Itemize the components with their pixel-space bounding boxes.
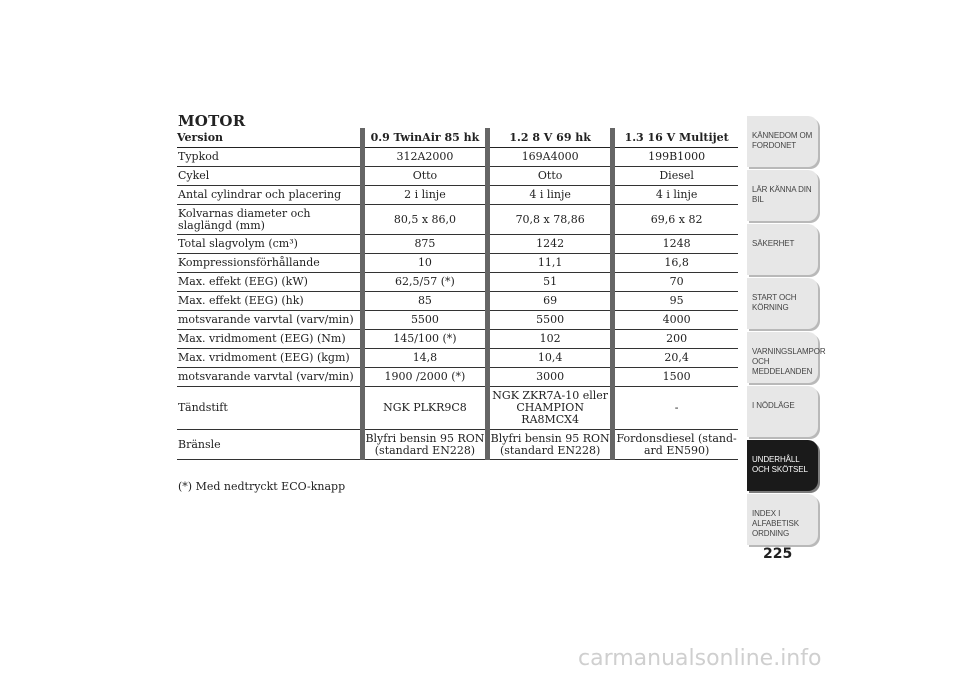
table-row (177, 430, 738, 460)
row-value: 10 (362, 254, 487, 273)
chapter-tab[interactable] (747, 116, 818, 167)
engine-spec-table (177, 128, 738, 460)
row-value: Fordonsdiesel (stand-ard EN590) (613, 430, 738, 460)
chapter-tab[interactable] (747, 170, 818, 221)
row-value: 2 i linje (362, 186, 487, 205)
footnote: (*) Med nedtryckt ECO-knapp (178, 480, 346, 493)
row-value: 1900 /2000 (*) (362, 368, 487, 387)
chapter-tab[interactable] (747, 278, 818, 329)
row-label: Max. vridmoment (EEG) (kgm) (177, 349, 362, 368)
table-row (177, 205, 738, 235)
page-title: MOTOR (178, 112, 246, 130)
chapter-tab-label: START OCH KÖRNING (752, 293, 797, 312)
row-label: Max. effekt (EEG) (kW) (177, 273, 362, 292)
header-cell: 1.2 8 V 69 hk (488, 128, 613, 148)
table-row (177, 148, 738, 167)
row-value: 4 i linje (488, 186, 613, 205)
header-cell: 0.9 TwinAir 85 hk (362, 128, 487, 148)
table-row (177, 186, 738, 205)
chapter-sidebar (747, 116, 826, 548)
chapter-tab-label: LÄR KÄNNA DIN BIL (752, 185, 812, 204)
row-value: Blyfri bensin 95 RON (standard EN228) (488, 430, 613, 460)
row-value: 14,8 (362, 349, 487, 368)
row-value: Blyfri bensin 95 RON (standard EN228) (362, 430, 487, 460)
chapter-tab[interactable] (747, 224, 818, 275)
table-row (177, 167, 738, 186)
row-label: Total slagvolym (cm³) (177, 235, 362, 254)
table-row (177, 273, 738, 292)
row-value: 102 (488, 330, 613, 349)
row-value: 62,5/57 (*) (362, 273, 487, 292)
row-label: Antal cylindrar och placering (177, 186, 362, 205)
row-value: 69,6 x 82 (613, 205, 738, 235)
chapter-tab-label: UNDERHÅLL OCH SKÖTSEL (752, 455, 808, 474)
row-value: Diesel (613, 167, 738, 186)
chapter-tab-label: I NÖDLÄGE (752, 401, 795, 410)
row-label: motsvarande varvtal (varv/min) (177, 311, 362, 330)
header-cell: Version (177, 128, 362, 148)
chapter-tab[interactable] (747, 440, 818, 491)
row-value: 4 i linje (613, 186, 738, 205)
row-value: - (613, 387, 738, 430)
table-row (177, 311, 738, 330)
row-value: 199B1000 (613, 148, 738, 167)
table-row (177, 330, 738, 349)
table-row (177, 349, 738, 368)
row-value: 51 (488, 273, 613, 292)
row-label: Cykel (177, 167, 362, 186)
chapter-tab-label: INDEX I ALFABETISK ORDNING (752, 509, 800, 538)
row-value: 1248 (613, 235, 738, 254)
row-label: Kolvarnas diameter och slaglängd (mm) (177, 205, 362, 235)
row-value: 1500 (613, 368, 738, 387)
row-value: 10,4 (488, 349, 613, 368)
row-value: 70,8 x 78,86 (488, 205, 613, 235)
row-value: 3000 (488, 368, 613, 387)
chapter-tab-label: SÄKERHET (752, 239, 795, 248)
row-label: Max. effekt (EEG) (hk) (177, 292, 362, 311)
header-cell: 1.3 16 V Multijet (613, 128, 738, 148)
row-label: motsvarande varvtal (varv/min) (177, 368, 362, 387)
row-value: 5500 (488, 311, 613, 330)
table-row (177, 387, 738, 430)
row-value: 312A2000 (362, 148, 487, 167)
chapter-tab[interactable] (747, 386, 818, 437)
table-row (177, 368, 738, 387)
row-value: 169A4000 (488, 148, 613, 167)
row-label: Kompressionsförhållande (177, 254, 362, 273)
row-value: Otto (488, 167, 613, 186)
row-value: 95 (613, 292, 738, 311)
row-value: Otto (362, 167, 487, 186)
row-label: Bränsle (177, 430, 362, 460)
row-value: 80,5 x 86,0 (362, 205, 487, 235)
table-header-row (177, 128, 738, 148)
row-value: 200 (613, 330, 738, 349)
row-label: Tändstift (177, 387, 362, 430)
chapter-tab[interactable] (747, 332, 826, 383)
row-value: 16,8 (613, 254, 738, 273)
table-row (177, 235, 738, 254)
chapter-tab-label: KÄNNEDOM OM FORDONET (752, 131, 813, 150)
table-row (177, 292, 738, 311)
row-value: 4000 (613, 311, 738, 330)
row-value: 11,1 (488, 254, 613, 273)
row-value: NGK PLKR9C8 (362, 387, 487, 430)
chapter-tab-label: VARNINGSLAMPOR OCH MEDDELANDEN (752, 347, 826, 376)
row-value: 20,4 (613, 349, 738, 368)
page-number: 225 (763, 546, 793, 562)
watermark: carmanualsonline.info (578, 646, 822, 671)
row-value: NGK ZKR7A-10 eller CHAMPION RA8MCX4 (488, 387, 613, 430)
row-value: 1242 (488, 235, 613, 254)
row-label: Typkod (177, 148, 362, 167)
row-label: Max. vridmoment (EEG) (Nm) (177, 330, 362, 349)
chapter-tab[interactable] (747, 494, 818, 545)
row-value: 875 (362, 235, 487, 254)
row-value: 70 (613, 273, 738, 292)
row-value: 5500 (362, 311, 487, 330)
row-value: 69 (488, 292, 613, 311)
row-value: 145/100 (*) (362, 330, 487, 349)
row-value: 85 (362, 292, 487, 311)
table-row (177, 254, 738, 273)
